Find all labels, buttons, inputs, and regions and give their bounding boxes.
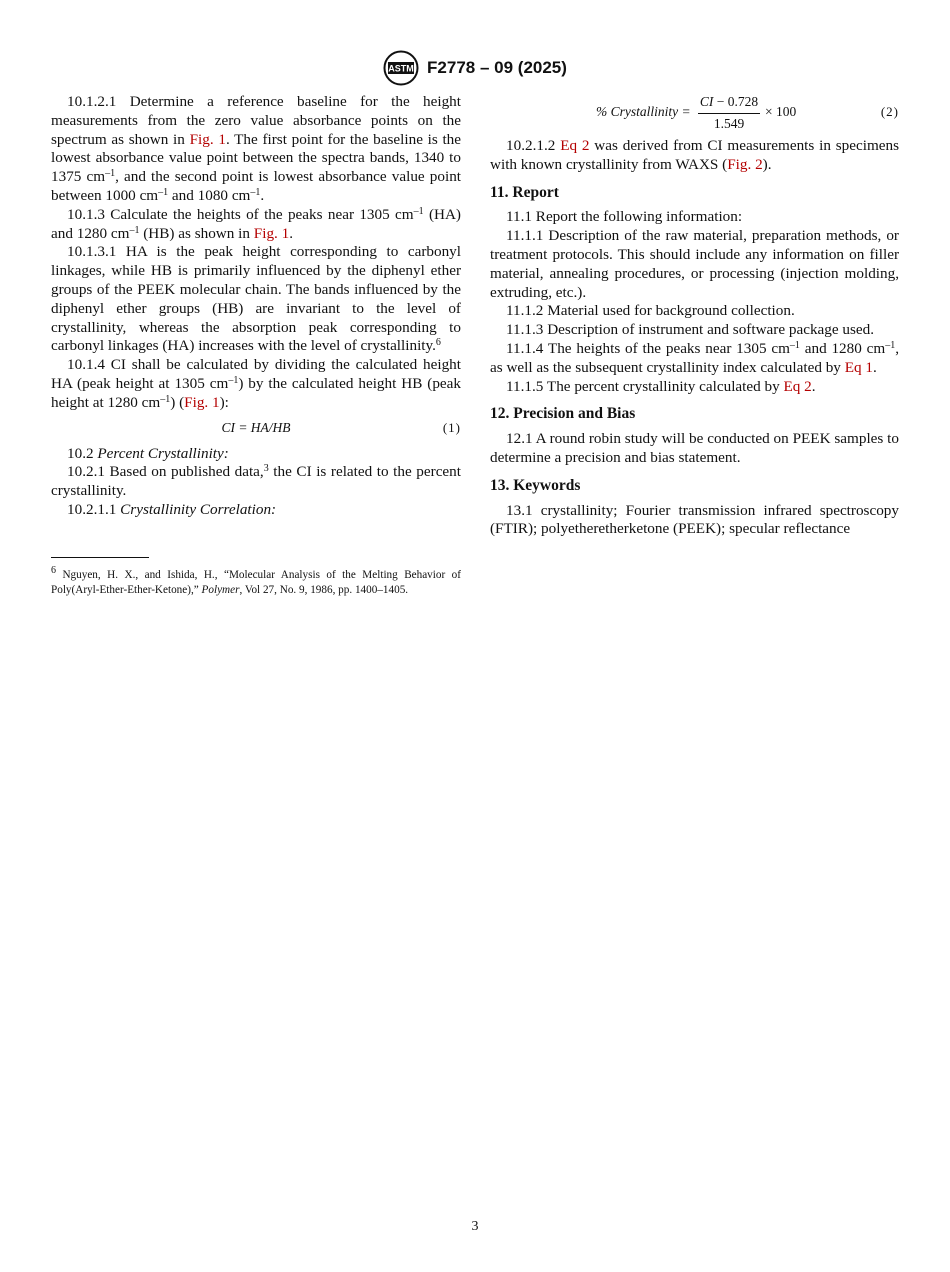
para-10-2-1-1: 10.2.1.1 Crystallinity Correlation: xyxy=(67,500,277,518)
equation-1-number: (1) xyxy=(442,419,461,435)
para-10-1-3: 10.1.3 Calculate the heights of the peaks near 1305 $cm^{-1}$ (HA) and 1280 $cm^{-1}$ (HB) as shown in Fig. 1. xyxy=(51,205,461,242)
para-12-1: 12.1 A round robin study will be conducted on PEEK samples to determine a precision and bias statement. xyxy=(490,430,899,466)
para-11-1: 11.1 Report the following information: xyxy=(506,208,743,226)
footnote-ref-6: 6 xyxy=(435,337,441,349)
document-designation: F2778 – 09 (2025) xyxy=(427,58,567,77)
section-heading-keywords: 13. Keywords xyxy=(490,476,581,494)
equation-2-multiplier: × 100 xyxy=(765,104,797,119)
left-column xyxy=(51,93,461,520)
logo-lettering: ASTM xyxy=(388,63,414,74)
para-11-1-1: 11.1.1 Description of the raw material, preparation methods, or treatment protocols. This should include any information on filler material, annealing procedures, or processing (injection molding, extruding, etc.). xyxy=(490,227,899,301)
para-11-1-3: 11.1.3 Description of instrument and software package used. xyxy=(506,321,875,339)
para-10-1-2-1: 10.1.2.1 Determine a reference baseline for the height measurements from the zero value absorbance points on the spectrum as shown in Fig. 1. The first point for the baseline is the lowest absorbance value point between the spectra bands, 1340 to 1375 $cm^{-1}$, and the second point is lowest absorbance value point between 1000 $cm^{-1}$ and 1080 $cm^{-1}$. xyxy=(51,93,462,204)
section-heading-report: 11. Report xyxy=(490,183,559,201)
para-11-1-4: 11.1.4 The heights of the peaks near 1305 $cm^{-1}$ and 1280 $cm^{-1}$, as well as the subsequent crystallinity index calculated by Eq 1. xyxy=(490,339,899,376)
page-number: 3 xyxy=(471,1219,479,1234)
para-10-2-1-2: 10.2.1.2 Eq 2 was derived from CI measurements in specimens with known crystallinity from WAXS (Fig. 2). xyxy=(490,137,900,173)
fig2-link[interactable]: Fig. 2 xyxy=(727,155,763,173)
section-heading-precision-bias: 12. Precision and Bias xyxy=(490,405,636,423)
eq2-link[interactable]: Eq 2 xyxy=(783,377,812,395)
para-10-1-3-1: 10.1.3.1 HA is the peak height corresponding to carbonyl linkages, while HB is primarily influenced by the diphenyl ether groups of the PEEK molecular chain. The bands influenced by the diphenyl ether groups (HB) are invariant to the level of crystallinity, whereas the absorption peak corresponding to carbonyl linkages (HA) increases with the level of crystallinity.$^6$ xyxy=(51,243,461,355)
para-13-1: 13.1 crystallinity; Fourier transmission infrared spectroscopy (FTIR); polyetheretherketone (PEEK); specular reflectance xyxy=(490,501,899,538)
para-10-1-4: 10.1.4 CI shall be calculated by dividing the calculated height HA (peak height at 1305 $cm^{-1}$) by the calculated height HB (peak height at 1280 $cm^{-1}$) (Fig. 1): xyxy=(51,356,461,411)
para-11-1-5: 11.1.5 The percent crystallinity calculated by Eq 2. xyxy=(506,377,816,395)
eq2-link[interactable]: Eq 2 xyxy=(560,137,590,154)
para-10-2: 10.2 Percent Crystallinity: xyxy=(67,444,229,462)
footnote-6: $^6$ Nguyen, H. X., and Ishida, H., “Molecular Analysis of the Melting Behavior of Poly(Aryl-Ether-Ether-Ketone),” Polymer, Vol 27, No. 9, 1986, pp. 1400–1405. xyxy=(51,565,461,596)
equation-2-fraction: $\frac{CI - 0.728}{1.549}$ xyxy=(699,94,759,131)
eq1-link[interactable]: Eq 1 xyxy=(844,358,873,376)
right-column xyxy=(490,93,899,539)
para-10-2-1: 10.2.1 Based on published data,$^3$ the CI is related to the percent crystallinity. xyxy=(51,463,461,500)
footnote-divider xyxy=(51,557,149,558)
para-11-1-2: 11.1.2 Material used for background collection. xyxy=(506,302,795,320)
equation-1 xyxy=(51,417,461,441)
equation-2-number: (2) xyxy=(880,104,899,119)
equation-1-expression: CI = HA/HB xyxy=(221,419,291,435)
fig1-link[interactable]: Fig. 1 xyxy=(253,224,290,242)
fig1-link[interactable]: Fig. 1 xyxy=(184,393,220,411)
equation-2-lhs: % Crystallinity = xyxy=(596,104,691,119)
page-header xyxy=(0,50,950,91)
fig1-link[interactable]: Fig. 1 xyxy=(189,130,226,148)
equation-2 xyxy=(490,93,899,131)
astm-logo-icon xyxy=(383,50,419,86)
